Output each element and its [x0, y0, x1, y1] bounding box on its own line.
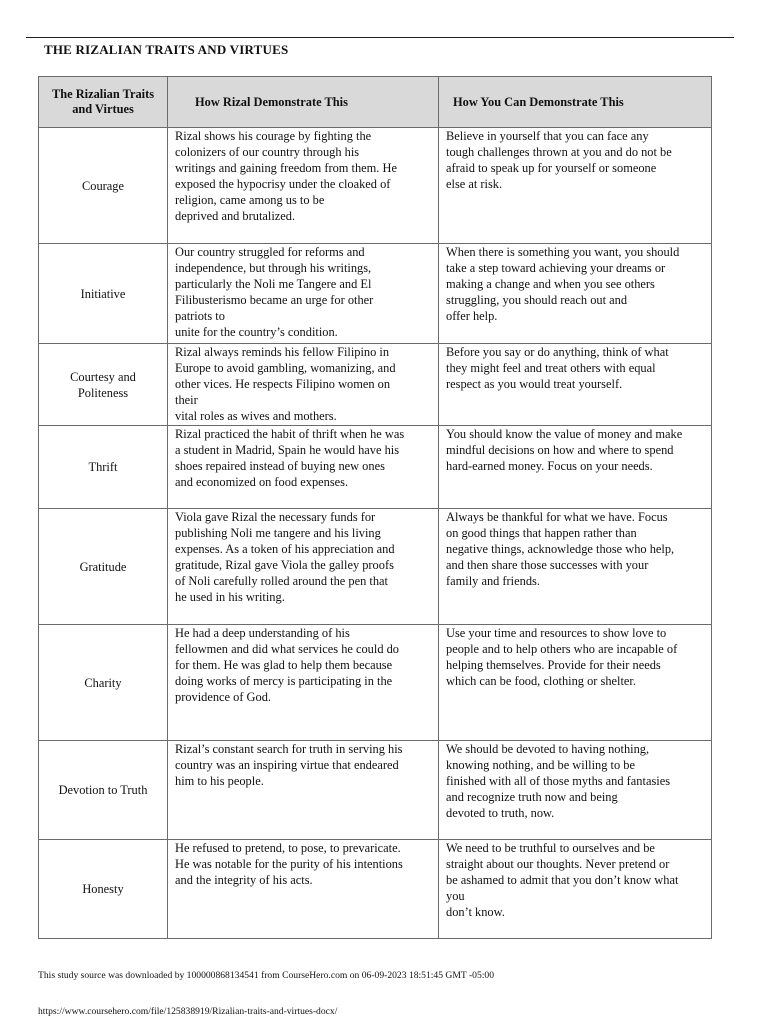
table-row: [39, 244, 712, 344]
text-line: knowing nothing, and be willing to be: [446, 758, 635, 772]
rizal-demonstration-cell: [168, 509, 439, 625]
text-line: straight about our thoughts. Never pretend or: [446, 857, 670, 871]
text-line: and economized on food expenses.: [175, 475, 349, 489]
text-line: Before you say or do anything, think of what: [446, 345, 669, 359]
text-line: he used in his writing.: [175, 590, 285, 604]
text-line: Our country struggled for reforms and: [175, 245, 365, 259]
text-line: expenses. As a token of his appreciation and: [175, 542, 395, 556]
header-you-demonstrate: How You Can Demonstrate This: [439, 77, 712, 128]
text-line: religion, came among us to be: [175, 193, 325, 207]
text-line: on good things that happen rather than: [446, 526, 637, 540]
trait-name: Gratitude: [39, 509, 168, 625]
trait-name: Courtesy and Politeness: [39, 344, 168, 426]
text-line: He refused to pretend, to pose, to prevaricate.: [175, 841, 401, 855]
text-line: Believe in yourself that you can face any: [446, 129, 649, 143]
text-line: offer help.: [446, 309, 498, 323]
text-line: mindful decisions on how and where to spend: [446, 443, 674, 457]
text-line: Rizal always reminds his fellow Filipino in: [175, 345, 390, 359]
table-row: [39, 625, 712, 741]
text-line: Filibusterismo became an urge for other: [175, 293, 374, 307]
text-line: you: [446, 889, 465, 903]
text-line: take a step toward achieving your dreams or: [446, 261, 666, 275]
trait-name: Honesty: [39, 840, 168, 939]
document-title: THE RIZALIAN TRAITS AND VIRTUES: [44, 42, 289, 57]
trait-name: Courage: [39, 128, 168, 244]
text-line: finished with all of those myths and fantasies: [446, 774, 671, 788]
text-line: gratitude, Rizal gave Viola the galley proofs: [175, 558, 394, 572]
your-demonstration-cell: [439, 244, 712, 344]
text-line: devoted to truth, now.: [446, 806, 555, 820]
your-demonstration-cell: [439, 128, 712, 244]
text-line: doing works of mercy is participating in the: [175, 674, 393, 688]
text-line: which can be food, clothing or shelter.: [446, 674, 636, 688]
text-line: unite for the country’s condition.: [175, 325, 338, 339]
text-line: You should know the value of money and make: [446, 427, 683, 441]
text-line: afraid to speak up for yourself or someone: [446, 161, 657, 175]
text-line: negative things, acknowledge those who help,: [446, 542, 675, 556]
text-line: their: [175, 393, 198, 407]
text-line: patriots to: [175, 309, 225, 323]
trait-name: Initiative: [39, 244, 168, 344]
text-line: respect as you would treat yourself.: [446, 377, 623, 391]
text-line: particularly the Noli me Tangere and El: [175, 277, 372, 291]
text-line: of Noli carefully rolled around the pen that: [175, 574, 388, 588]
text-line: a student in Madrid, Spain he would have his: [175, 443, 400, 457]
text-line: Use your time and resources to show love to: [446, 626, 667, 640]
table-header-row: [39, 77, 712, 128]
rizal-demonstration-cell: [168, 840, 439, 939]
text-line: exposed the hypocrisy under the cloaked of: [175, 177, 391, 191]
text-line: We need to be truthful to ourselves and be: [446, 841, 655, 855]
text-line: and then share those successes with your: [446, 558, 649, 572]
text-line: making a change and when you see others: [446, 277, 655, 291]
text-line: He was notable for the purity of his intentions: [175, 857, 403, 871]
rizal-demonstration-cell: [168, 426, 439, 509]
table-row: [39, 741, 712, 840]
text-line: writings and gaining freedom from them. He: [175, 161, 397, 175]
table-row: [39, 426, 712, 509]
header-rizal-demonstrates: How Rizal Demonstrate This: [168, 77, 439, 128]
rizal-demonstration-cell: [168, 344, 439, 426]
text-line: Europe to avoid gambling, womanizing, and: [175, 361, 396, 375]
text-line: don’t know.: [446, 905, 505, 919]
text-line: people and to help others who are incapable of: [446, 642, 678, 656]
table-row: [39, 509, 712, 625]
rizal-demonstration-cell: [168, 128, 439, 244]
rizal-demonstration-cell: [168, 741, 439, 840]
text-line: deprived and brutalized.: [175, 209, 296, 223]
text-line: We should be devoted to having nothing,: [446, 742, 650, 756]
text-line: for them. He was glad to help them because: [175, 658, 393, 672]
text-line: shoes repaired instead of buying new ones: [175, 459, 385, 473]
your-demonstration-cell: [439, 840, 712, 939]
text-line: struggling, you should reach out and: [446, 293, 628, 307]
text-line: providence of God.: [175, 690, 271, 704]
text-line: publishing Noli me tangere and his living: [175, 526, 381, 540]
text-line: helping themselves. Provide for their needs: [446, 658, 661, 672]
text-line: Viola gave Rizal the necessary funds for: [175, 510, 376, 524]
header-traits: The Rizalian Traits and Virtues: [39, 77, 168, 128]
text-line: and the integrity of his acts.: [175, 873, 313, 887]
rizal-demonstration-cell: [168, 244, 439, 344]
text-line: him to his people.: [175, 774, 264, 788]
text-line: Rizal shows his courage by fighting the: [175, 129, 372, 143]
source-url: https://www.coursehero.com/file/125838919/Rizalian-traits-and-virtues-docx/: [38, 1006, 338, 1017]
text-line: be ashamed to admit that you don’t know what: [446, 873, 679, 887]
text-line: independence, but through his writings,: [175, 261, 372, 275]
trait-name: Charity: [39, 625, 168, 741]
download-source-note: This study source was downloaded by 100000868134541 from CourseHero.com on 06-09-2023 18:51:45 GMT -05:00: [38, 970, 495, 981]
table-row: [39, 344, 712, 426]
text-line: colonizers of our country through his: [175, 145, 360, 159]
text-line: Rizal’s constant search for truth in serving his: [175, 742, 403, 756]
text-line: vital roles as wives and mothers.: [175, 409, 337, 423]
text-line: country was an inspiring virtue that endeared: [175, 758, 399, 772]
table-row: [39, 128, 712, 244]
text-line: family and friends.: [446, 574, 540, 588]
text-line: Always be thankful for what we have. Focus: [446, 510, 668, 524]
text-line: When there is something you want, you should: [446, 245, 680, 259]
text-line: and recognize truth now and being: [446, 790, 618, 804]
text-line: tough challenges thrown at you and do not be: [446, 145, 672, 159]
table-row: [39, 840, 712, 939]
text-line: fellowmen and did what services he could do: [175, 642, 399, 656]
your-demonstration-cell: [439, 741, 712, 840]
top-rule: [26, 37, 734, 38]
text-line: they might feel and treat others with equal: [446, 361, 656, 375]
text-line: hard-earned money. Focus on your needs.: [446, 459, 653, 473]
text-line: He had a deep understanding of his: [175, 626, 350, 640]
text-line: else at risk.: [446, 177, 503, 191]
trait-name: Devotion to Truth: [39, 741, 168, 840]
traits-table: [38, 76, 712, 939]
your-demonstration-cell: [439, 344, 712, 426]
your-demonstration-cell: [439, 426, 712, 509]
text-line: Rizal practiced the habit of thrift when he was: [175, 427, 405, 441]
rizal-demonstration-cell: [168, 625, 439, 741]
trait-name: Thrift: [39, 426, 168, 509]
your-demonstration-cell: [439, 509, 712, 625]
text-line: other vices. He respects Filipino women on: [175, 377, 391, 391]
your-demonstration-cell: [439, 625, 712, 741]
